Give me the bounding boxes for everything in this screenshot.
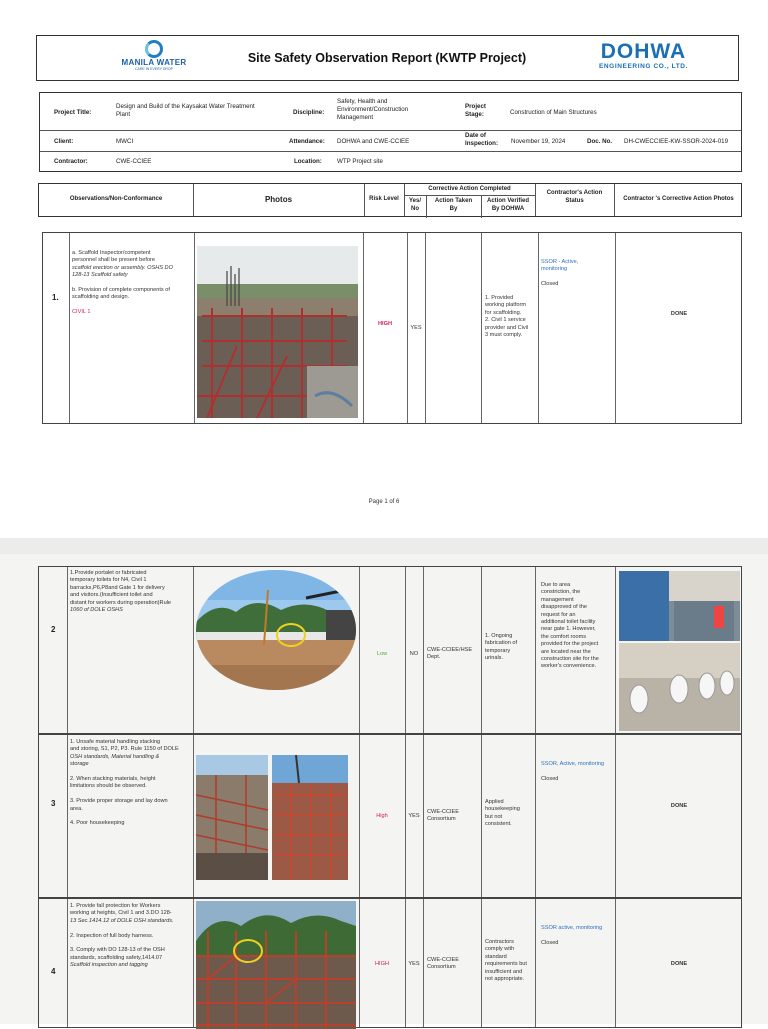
row-4-observations: 1. Provide fall protection for Workers working at heights, Civil 1 and 3.DO 128- 13 Sec.1414.12 of DOLE OSH standards. 2. Inspection of full body harness. 3. Comply with DO 128-13 of the OSH standards, scaffolding safety,1414.07 Scaffold inspection and tagging [70, 903, 174, 969]
observation-row-1 [42, 232, 742, 424]
contractor-status: SSOR active, monitoring Closed [541, 925, 603, 946]
manila-water-name: MANILA WATER [121, 58, 187, 67]
yes-no: YES [408, 813, 420, 819]
discipline-value: Safety, Health and Environment/Construction Management [337, 98, 409, 121]
observation-row-2 [38, 566, 742, 734]
report-header [36, 35, 739, 81]
dohwa-subtitle: ENGINEERING CO., LTD. [598, 63, 688, 70]
row-number: 3 [51, 799, 56, 808]
dohwa-logo [599, 41, 688, 70]
doc-no-label: Doc. No. [587, 138, 613, 145]
fall-protection-photo [196, 901, 356, 1029]
corrective-photo-status: DONE [670, 311, 688, 317]
project-info-table [39, 92, 742, 172]
project-title-value: Design and Build of the Kaysakat Water Treatment Plant [116, 103, 255, 118]
col-yes-no: Yes/ No [408, 198, 421, 212]
yes-no: YES [410, 325, 422, 331]
contractor-status: SSOR, Active, monitoring Closed [541, 761, 605, 782]
action-verified: 1. Provided working platform for scaffolding. 2. Civil 1 service provider and Civil 3 must comply. [485, 295, 529, 339]
corrective-photo-status: DONE [670, 961, 688, 967]
page-gap [0, 538, 768, 554]
observation-row-3 [38, 734, 742, 898]
col-action-taken: Action Taken By [434, 198, 473, 212]
material-stacking-photos [196, 755, 348, 880]
action-verified: Contractors comply with standard requirements but insufficient and not appropriate. [485, 939, 527, 983]
toilet-facility-photos [619, 571, 740, 731]
contractor-label: Contractor: [54, 158, 88, 165]
report-title: Site Safety Observation Report (KWTP Project) [247, 51, 527, 65]
col-corrective-action: Corrective Action Completed [428, 186, 511, 192]
contractor-value: CWE-CCIEE [116, 158, 152, 165]
doc-no-value: DH-CWECCIEE-KW-SSOR-2024-019 [624, 138, 729, 145]
report-page-2 [0, 554, 768, 1024]
client-label: Client: [54, 138, 74, 145]
risk-level: HIGH [375, 961, 389, 967]
scaffold-site-photo [197, 246, 358, 418]
location-label: Location: [294, 158, 322, 165]
page-number: Page 1 of 6 [368, 499, 400, 505]
row-3-observations: 1. Unsafe material handling stacking and storing, S1, P2, P3. Rule 1150 of DOLE OSH standards, Material handling & storage 2. When stacking materials, height limitations should be observed. 3. Provide proper storage and lay down area. 4. Poor housekeeping [70, 739, 179, 827]
row-1-observations: a. Scaffold Inspector/competent personnel shall be present before scaffold erection or assembly. OSHS DO 128-13 Scaffold safety b. Provision of complete components of scaffolding and design. CIVIL 1 [72, 250, 173, 316]
col-contractor-status: Contractor's Action Status [546, 190, 603, 204]
row-number: 4 [51, 967, 56, 976]
yes-no: NO [409, 651, 419, 657]
location-value: WTP Project site [337, 158, 383, 165]
yes-no: YES [408, 961, 420, 967]
row-number: 2 [51, 625, 56, 634]
discipline-label: Discipline: [293, 109, 325, 116]
observation-table-header [38, 183, 742, 217]
action-taken: CWE-CCIEE Consortium [427, 957, 460, 971]
client-value: MWCI [116, 138, 134, 145]
project-title-label: Project Title: [54, 109, 92, 116]
action-taken: CWE-CCIEE/HSE Dept. [427, 647, 473, 661]
col-contractor-photos: Contractor 's Corrective Action Photos [623, 196, 734, 202]
contractor-status: SSOR - Active, monitoring Closed [541, 259, 579, 288]
action-verified: 1. Ongoing fabrication of temporary urinals. [485, 633, 518, 662]
contractor-status: Due to area constriction, the management disapproved of the request for an additional toilet facility near gate 1. However, the comfort rooms provided for the project are located near the construction site for the worker's convenience. [541, 582, 599, 670]
row-number: 1. [52, 293, 59, 302]
dohwa-name: DOHWA [600, 40, 687, 63]
project-stage-label: Project Stage: [465, 103, 486, 118]
risk-level: HIGH [378, 321, 392, 327]
water-swirl-icon [145, 40, 163, 58]
col-photos: Photos [264, 195, 293, 204]
col-action-verified: Action Verified By DOHWA [486, 198, 529, 212]
project-stage-value: Construction of Main Structures [510, 109, 597, 116]
risk-level: Low [376, 651, 388, 657]
attendance-label: Attendance: [289, 138, 325, 145]
action-verified: Applied housekeeping but not consistent. [485, 799, 520, 828]
col-observations: Observations/Non-Conformance [69, 196, 163, 202]
observation-row-4 [38, 898, 742, 1028]
corrective-photo-status: DONE [670, 803, 688, 809]
col-risk-level: Risk Level [369, 196, 399, 202]
action-taken: CWE-CCIEE Consortium [427, 809, 460, 823]
manila-water-logo [109, 40, 199, 71]
risk-level: High [376, 813, 388, 819]
manila-water-tagline: CARE IN EVERY DROP [135, 67, 173, 71]
date-label: Date of Inspection: [465, 132, 499, 147]
attendance-value: DOHWA and CWE-CCIEE [337, 138, 410, 145]
row-2-observations: 1.Provide portalet or fabricated temporary toilets for N4, Civil 1 barracks,P6,P8and Gate 1 for delivery and visitors.(Insufficient toilet and distant for workers during operation)Rule 1060 of DOLE OSHS [70, 570, 172, 614]
toilet-area-photo [196, 570, 356, 690]
inspection-date: November 19, 2024 [511, 138, 566, 145]
